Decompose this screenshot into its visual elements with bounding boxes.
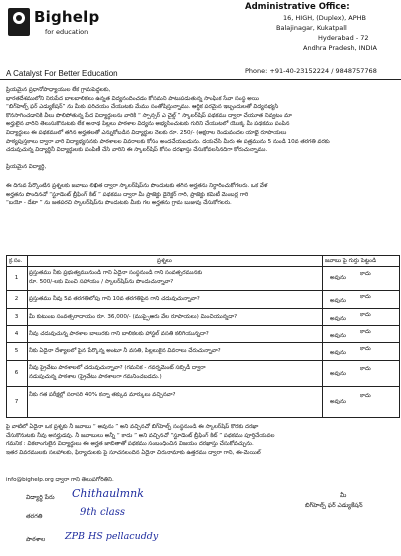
header-answer: జవాబు పై గుర్తు పెట్టండి: [325, 258, 377, 264]
answer-no[interactable]: కాదు: [360, 346, 371, 352]
phone-line: Phone: +91-40-23152224 / 9848757768: [245, 67, 377, 75]
brand-subtitle: for education: [45, 28, 89, 36]
answer-no[interactable]: కాదు: [360, 312, 371, 318]
signoff: మీ: [340, 492, 347, 499]
answer-no[interactable]: కాదు: [360, 271, 371, 277]
table-row: 7 నీకు గత పరీక్షల్లో సరాసరి 40% కన్నా తక్కువ మార్కులు వచ్చినవా? అవును కాదు: [7, 387, 399, 417]
table-row: 3 మీ కుటుంబ సంవత్సరాదాయం రూ. 36,000/- (ముప్పైఆరు వేల రూపాయలు) మించియున్నదా? అవును కాదు: [7, 309, 399, 326]
eligibility-table: [6, 255, 400, 418]
table-row: 2 ప్రస్తుతము నీవు 5వ తరగతిలోపు గాని 10వ తరగతిపైన గాని చదువుచున్నావా? అవును కాదు: [7, 291, 399, 309]
eligibility-paragraph: ఈ దిగువ పేర్కొంటిన ప్రశ్నలకు జవాబు లిఖిత ద్వారా స్కాలర్‌షిప్‌ను పొందుటకు తగిన అర్హతను నిర్ధారించుకోగలరు. ఒక వేళ అర్హతను పొందినచో “స్టూడెంట్ బ్రీఫింగ్ కిట్ ” పథకము ద్వారా మీ ప్రాజెక్టు డైరెక్టర్ గారి, ప్రాజెక్టు కమిటీ మెంబర్ల గారి “బయో - డేటా ” ను జతపరచి స్కాలర్‌షిప్‌ను పొందుటకు మీకు గల అర్హతను గ్రామ బుజువు చేసుకోగలరు.: [6, 183, 268, 207]
answer-yes[interactable]: అవును: [330, 399, 346, 405]
org-signature: బిగ్‌హెల్ప్ ఫర్ ఎడ్యుకేషన్: [305, 502, 363, 509]
answer-yes[interactable]: అవును: [330, 350, 346, 356]
bighelp-logo-icon: [8, 8, 30, 36]
class-label: తరగతి: [26, 513, 43, 520]
school-value[interactable]: ZPB HS pellacuddy: [65, 531, 159, 542]
office-title: Administrative Office:: [245, 2, 350, 12]
table-row: 5 నీకు ఏదైనా దేశ్యాలలో పైన పేర్కొన్న అంటూ నీ వసతి, పిల్లలుకైన వివరాలు చేరుచున్నావా? అవును కాదు: [7, 343, 399, 361]
answer-no[interactable]: కాదు: [360, 393, 371, 399]
answer-yes[interactable]: అవును: [330, 371, 346, 377]
intro-paragraph: ప్రియమైన ప్రధానోపాధ్యాయుల లేక గ్రామపెద్దలకు, భారతదేశములోని నిరుపేద బాలబాలికలు ఉన్నత విద్యనందించడం కోసమని పాటుపడుతున్న సాంఘిక సేవా సంస్థ అయి “బిగ్‌హెల్ప్ ఫర్ ఎడ్యుకేషన్” ను మీకు పరిచయం చేయుటకు మేము సంతోషిస్తున్నాము. ఆర్థిక పరమైన ఇబ్బందులతో విద్యనభ్యసి కొనసాగించడానికి వీలు పొలిపోతున్న పేద విద్యార్థులను వారికి “ స్పాన్సర్ ఎ చైల్డ్ ” స్కాలర్‌షిప్ పథకము ద్వారా చేయూత నివ్వటం మా అర్హులైన వారిని తెలుసుకొనుటకు లేక అనాథ పిల్లలు పాఠశాల విద్యను అభ్యసించుటకు గురిని చేయుటలో యొక్క మీ పథకము పంపిన విద్యార్థులు ఈ పథకములో తగిన అర్హతలతో ఎన్నుకోబడిన విద్యార్థుల నెలకు రూ. 250/- (అక్షరాల రెండువందల యాభై రూపాయలు పాఠ్యపుస్తకాలు ద్వారా వారి విద్యాభ్యసనకు పాఠశాలల వివరాలకు కోసం అందచేయబడును. దయచేసి మీరు ఈ పత్రమును 5 నుండి 10వ తరగతి వరకు చదువుచున్న విద్యార్థినీ విద్యార్థులకు పంపిణీ చేసి వారిని ఈ స్కాలర్‌షిప్ కోసం దరఖాస్తు చేసుకోవలసినదిగా కోరుచున్నాము.: [6, 87, 330, 154]
answer-yes[interactable]: అవును: [330, 316, 346, 322]
brand-name: Bighelp: [34, 8, 100, 26]
address-line: Andhra Pradesh, INDIA: [303, 44, 377, 52]
table-row: 1 ప్రస్తుతము నీకు ప్రభుత్వమునుండి గాని ఏదైనా సంస్థనుండి గాని సంవత్సరమునకు రూ. 500/-లకు మించి సహాయం / స్కాలర్‌షిప్‌ను పొందుచున్నావా? అవును కాదు: [7, 266, 399, 291]
student-name-value[interactable]: Chithaulmnk: [72, 487, 144, 500]
table-row: 6 నీవు ప్రైవేటు పాఠశాలలో చదువుచున్నావా? (గమనిక - గవర్నమెంట్ సబ్సిడీ ద్వారా నడుపుచున్న పాఠశాల (ప్రైవేటు పాఠశాలగా గమనించబడదు.) అవును కాదు: [7, 361, 399, 387]
answer-no[interactable]: కాదు: [360, 329, 371, 335]
answer-no[interactable]: కాదు: [360, 294, 371, 300]
address-line: Balajinagar, Kukatpall: [276, 24, 347, 32]
answer-yes[interactable]: అవును: [330, 333, 346, 339]
tagline: A Catalyst For Better Education: [6, 69, 118, 78]
answer-no[interactable]: కాదు: [360, 366, 371, 372]
table-row: 4 నీవు చదువుచున్న పాఠశాల బాలురకు గాని బాలికలకు హాస్టల్ వసతి కలిగియున్నదా? అవును కాదు: [7, 326, 399, 343]
school-label: పాఠశాల: [26, 536, 46, 543]
header-questions: ప్రశ్నలు: [157, 258, 172, 264]
student-name-label: విద్యార్థి పేరు: [26, 494, 55, 501]
closing-paragraph: పై వాటిలో ఏదైనా ఒక ప్రశ్నకు నీ జవాబు “ అవును ” అని వచ్చినచో బిగ్‌హెల్ప్ సంస్థనుండి ఈ స్కాలర్‌షిప్ కొరకు దరఖా చేసుకొనుటకు నీవు అనర్హుడవు. నీ జవాబులు అన్నీ “ కాదు ” అని వచ్చినచో “స్టూడెంట్ బ్రీఫింగ్ కిట్ ” పథకము పూర్తిచేయవల గమనిక : వికలాంగులైన విద్యార్థులు ఈ అర్హత జాబితాతో పథకము సంబంధించిన విజయం దరఖాస్తు చేసుకోవచ్చును. ఇతర వివరములకు సలహాలకు, ఫిర్యాదులకు పై సూచనలందిన ఏదైనా చిరునామాకు ఉత్తరము ద్వారా గాని, ఈ-మెయిల్: [6, 424, 275, 456]
class-value[interactable]: 9th class: [80, 507, 126, 518]
answer-yes[interactable]: అవును: [330, 275, 346, 281]
address-line: 16, HIGH, (Duplex), APHB: [283, 14, 366, 22]
answer-yes[interactable]: అవును: [330, 298, 346, 304]
header-divider: [0, 79, 401, 80]
email-line: info@bighelp.org ద్వారా గాని తెలుపగోరితిని.: [6, 477, 114, 483]
address-line: Hyderabad - 72: [318, 34, 369, 42]
student-salutation: ప్రియమైన విద్యార్థి,: [6, 164, 47, 170]
header-serial: క్ర.సం.: [9, 258, 23, 264]
